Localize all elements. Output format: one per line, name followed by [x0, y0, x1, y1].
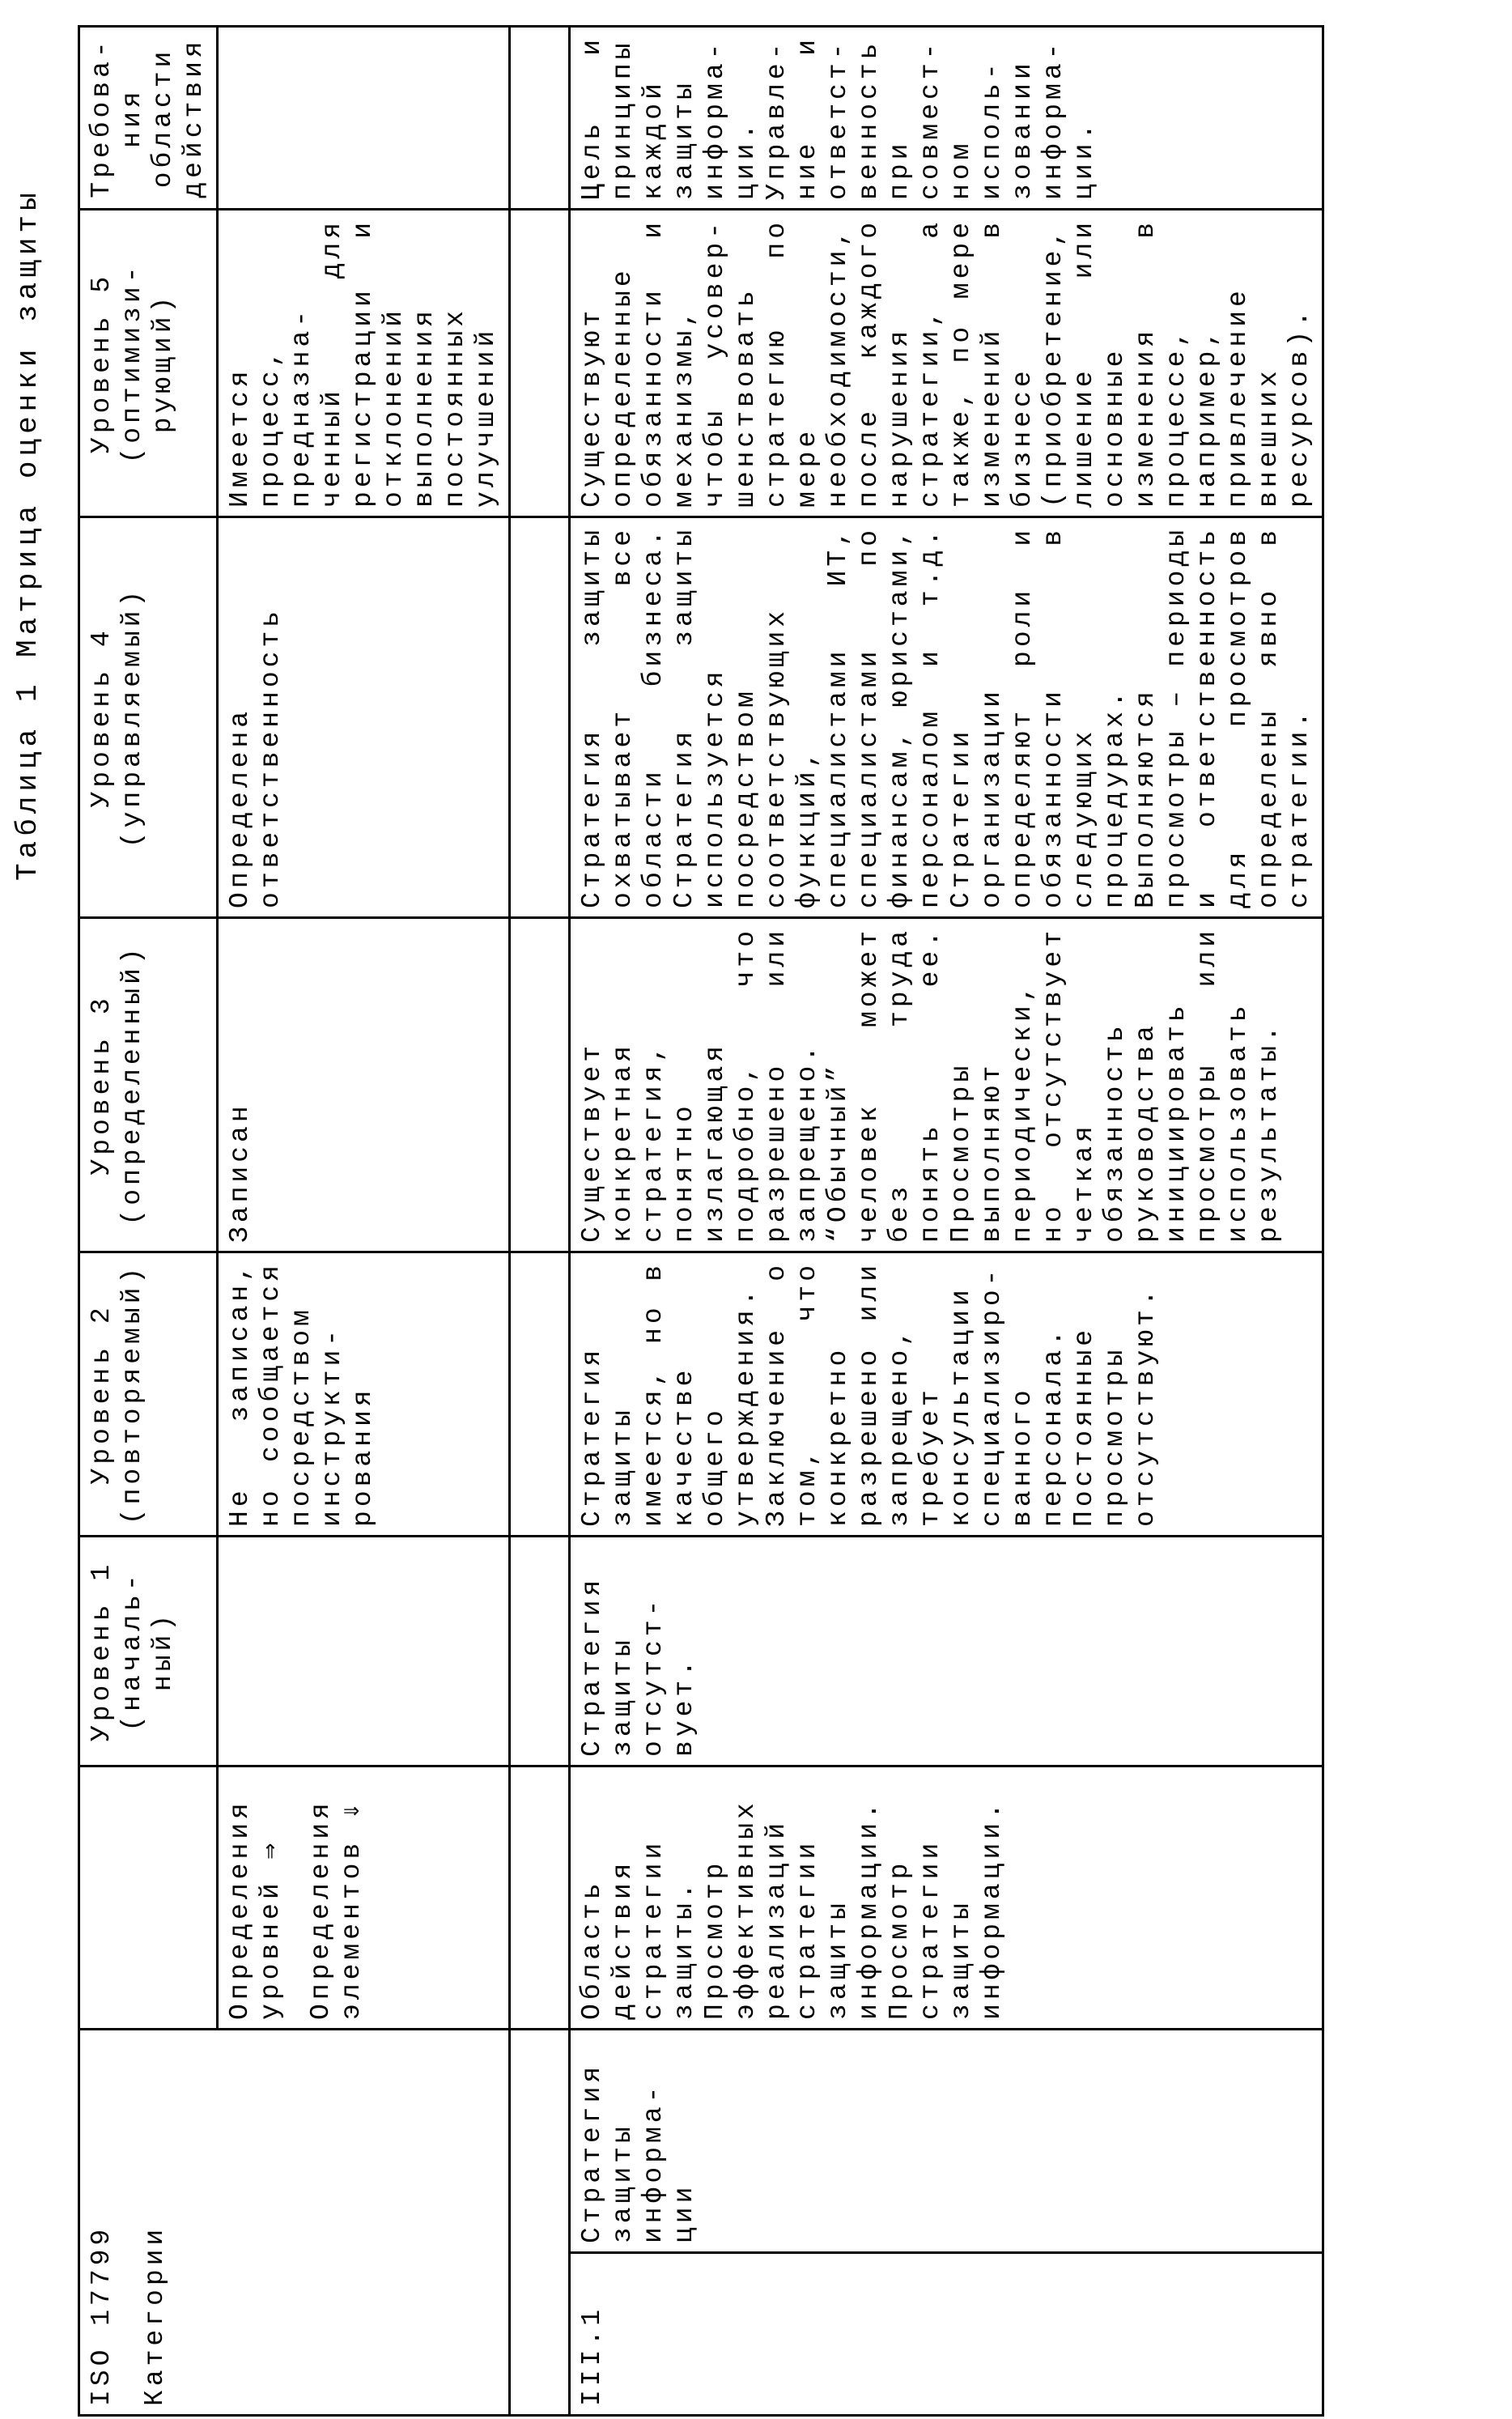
category-elements: Область действия стратегии защиты. Просмотр эффективных реализаций стратегии защиты информации. Просмотр стратегии защиты информации. — [570, 1766, 1323, 2029]
spacer-cell — [510, 517, 570, 917]
table-title: Таблица 1 Матрица оценки защиты — [11, 188, 45, 881]
spacer-cell — [510, 1536, 570, 1766]
spacer-cell — [510, 1766, 570, 2029]
requirements-header: Требова-ния области действия — [79, 26, 218, 209]
spacer-row — [510, 26, 570, 2415]
rotated-page — [0, 0, 1512, 2419]
spacer-cell — [510, 1252, 570, 1536]
level-2-definition: Не записан, но сообщается посредством инструкти-рования — [218, 1252, 510, 1536]
level-1-definition — [218, 1536, 510, 1766]
level-3-definition: Записан — [218, 917, 510, 1252]
level-5-cell: Существуют определенные обязанности и механизмы, чтобы усовер-шенствовать стратегию по мере необходимости, после каждого нарушения стратегии, а также, по мере изменений в бизнесе (приобретение, лишение или основные изменения в процессе, например, привлечение внешних ресурсов). — [570, 209, 1323, 517]
level-2-header: Уровень 2 (повторяемый) — [79, 1252, 218, 1536]
requirements-cell: Цель и принципы каждой защиты информа-ции. Управле-ние и ответст-венность при совмест-ном исполь-зовании информа-ции. — [570, 26, 1323, 209]
spacer-cell — [510, 2029, 570, 2415]
iso-header-cell — [79, 2029, 510, 2415]
level-1-cell: Стратегия защиты отсутст-вует. — [570, 1536, 1323, 1766]
levels-definition-label: Определения уровней ⇒ — [225, 1775, 287, 2020]
level-4-definition: Определена ответственность — [218, 517, 510, 917]
category-code: III.1 — [570, 2253, 1323, 2416]
spacer-cell — [510, 26, 570, 209]
security-assessment-matrix — [78, 25, 1324, 2417]
spacer-cell — [510, 917, 570, 1252]
empty-header-cell — [79, 1766, 218, 2029]
level-1-header: Уровень 1 (началь-ный) — [79, 1536, 218, 1766]
level-5-definition: Имеется процесс, предназна-ченный для регистрации и отклонений выполнения постоянных улучшений — [218, 209, 510, 517]
definitions-label-cell — [218, 1766, 510, 2029]
iso-label: ISO 17799 — [87, 2039, 117, 2406]
categories-label: Категории — [140, 2039, 171, 2406]
level-4-header: Уровень 4 (управляемый) — [79, 517, 218, 917]
category-name: Стратегия защиты информа-ции — [570, 2029, 1323, 2252]
level-4-cell: Стратегия защиты охватывает все области бизнеса. Стратегия защиты используется посредством соответствующих функций, специалистами ИТ, специалистами по финансам, юристами, персоналом и т.д. Стратегии организации определяют роли и обязанности в следующих процедурах. Выполняются просмотры – периоды и ответственность для просмотров определены явно в стратегии. — [570, 517, 1323, 917]
spacer-cell — [510, 209, 570, 517]
level-3-cell: Существует конкретная стратегия, понятно излагающая подробно, что разрешено или запрещено. “Обычный” человек может без труда понять ее. Просмотры выполняют периодически, но отсутствует четкая обязанность руководства инициировать просмотры или использовать результаты. — [570, 917, 1323, 1252]
level-2-cell: Стратегия защиты имеется, но в качестве общего утверждения. Заключение о том, что конкретно разрешено или запрещено, требует консультации специализиро-ванного персонала. Постоянные просмотры отсутствуют. — [570, 1252, 1323, 1536]
header-row — [79, 26, 218, 2415]
table-row — [570, 26, 1323, 2415]
level-3-header: Уровень 3 (определенный) — [79, 917, 218, 1252]
requirements-definition-empty — [218, 26, 510, 209]
level-5-header: Уровень 5 (оптимизи-рующий) — [79, 209, 218, 517]
elements-definition-label: Определения элементов ⇓ — [306, 1775, 367, 2020]
